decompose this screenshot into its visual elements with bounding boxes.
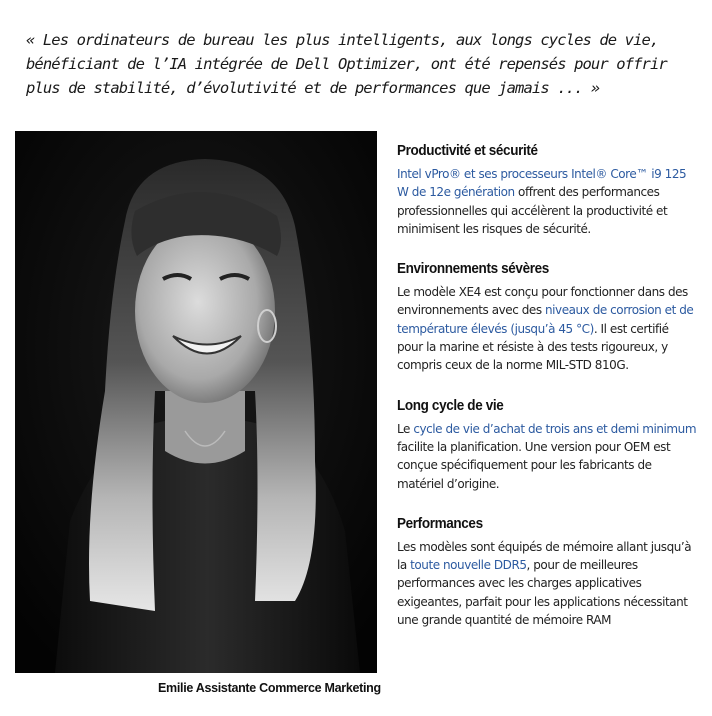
feature-title: Environnements sévères xyxy=(397,260,549,278)
feature-title: Long cycle de vie xyxy=(397,396,504,414)
feature-link[interactable]: Intel vPro® et ses processeurs Intel® Core™ i9 125 W de 12e génération xyxy=(397,167,687,200)
feature-description: Le modèle XE4 est conçu pour fonctionner dans des environnements avec des niveaux de corrosion et de température élevés (jusqu’à 45 °C). Il est certifié pour la marine et résiste à des tests rigoureux, y compris ceux de la norme MIL-STD 810G. xyxy=(397,285,694,373)
feature-productivity xyxy=(397,141,697,238)
photo-caption: Emilie Assistante Commerce Marketing xyxy=(158,681,381,695)
feature-link[interactable]: toute nouvelle DDR5 xyxy=(410,558,527,573)
feature-harsh-environments xyxy=(397,259,697,374)
feature-link[interactable]: niveaux de corrosion et de température élevés (jusqu’à 45 °C) xyxy=(397,303,694,336)
feature-description: Intel vPro® et ses processeurs Intel® Core™ i9 125 W de 12e génération offrent des performances professionnelles qui accélèrent la productivité et minimisent les risques de sécurité. xyxy=(397,167,687,236)
feature-title: Productivité et sécurité xyxy=(397,142,538,159)
feature-description: Le cycle de vie d’achat de trois ans et demi minimum facilite la planification. Une version pour OEM est conçue spécifiquement pour les fabricants de matériel d’origine. xyxy=(397,421,697,491)
feature-title: Performances xyxy=(397,514,483,532)
feature-performance xyxy=(397,514,697,629)
feature-link[interactable]: cycle de vie d’achat de trois ans et demi minimum xyxy=(413,421,697,436)
portrait-photo xyxy=(15,131,377,673)
quote-text: « Les ordinateurs de bureau les plus intelligents, aux longs cycles de vie, bénéficiant de l’IA intégrée de Dell Optimizer, ont été repensés pour offrir plus de stabilité, d’évolutivité et de performances que jamais ... » xyxy=(26,31,667,97)
feature-description: Les modèles sont équipés de mémoire allant jusqu’à la toute nouvelle DDR5, pour de meilleures performances avec les charges applicatives exigeantes, parfait pour les applications nécessitant une grande quantité de mémoire RAM xyxy=(397,539,692,628)
feature-list xyxy=(397,141,697,650)
feature-lifecycle xyxy=(397,396,697,493)
